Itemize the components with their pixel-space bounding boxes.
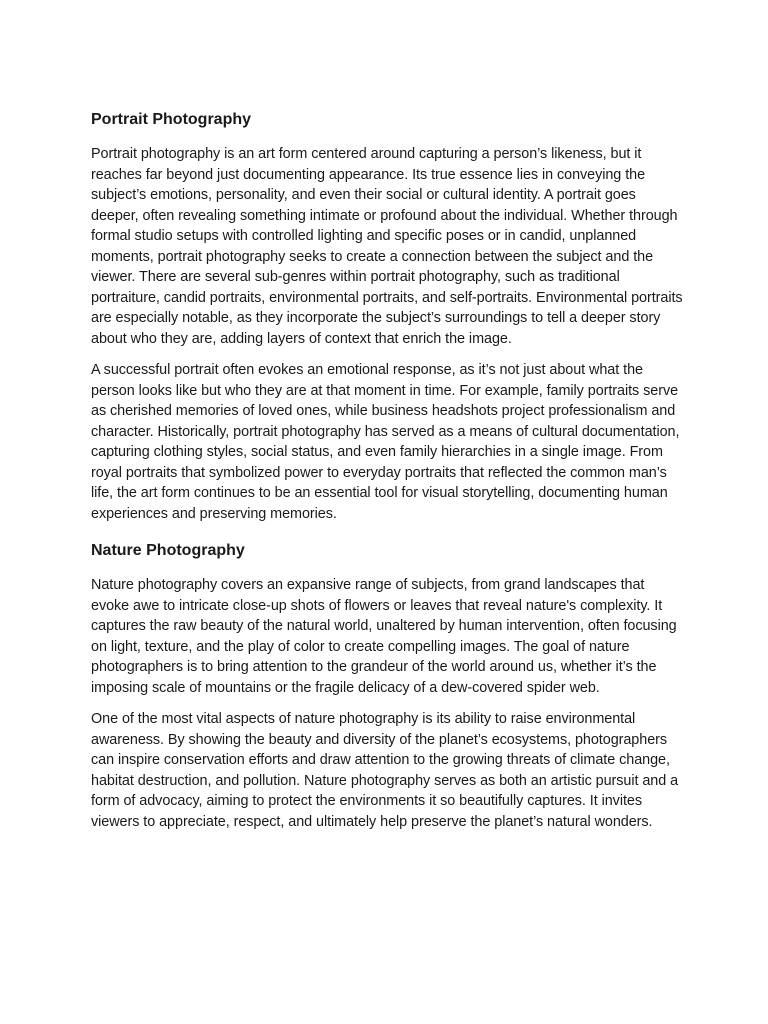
paragraph: Portrait photography is an art form centered around capturing a person’s likeness, but it reaches far beyond just documenting appearance. Its true essence lies in conveying the subject’s emotions, personality, and even their social or cultural identity. A portrait goes deeper, often revealing something intimate or profound about the individual. Whether through formal studio setups with controlled lighting and specific poses or in candid, unplanned moments, portrait photography seeks to create a connection between the subject and the viewer. There are several sub-genres within portrait photography, such as traditional portraiture, candid portraits, environmental portraits, and self-portraits. Environmental portraits are especially notable, as they incorporate the subject’s surroundings to tell a deeper story about who they are, adding layers of context that enrich the image. bbox=[91, 146, 683, 347]
paragraph: Nature photography covers an expansive range of subjects, from grand landscapes that evoke awe to intricate close-up shots of flowers or leaves that reveal nature's complexity. It captures the raw beauty of the natural world, unaltered by human intervention, often focusing on light, texture, and the play of color to create compelling images. The goal of nature photographers is to bring attention to the grandeur of the world around us, whether it’s the imposing scale of mountains or the fragile delicacy of a dew-covered spider web. bbox=[91, 577, 677, 696]
section-heading: Portrait Photography bbox=[91, 111, 252, 128]
paragraph: A successful portrait often evokes an emotional response, as it’s not just about what the person looks like but who they are at that moment in time. For example, family portraits serve as cherished memories of loved ones, while business headshots project professionalism and character. Historically, portrait photography has served as a means of cultural documentation, capturing clothing styles, social status, and even family hierarchies in a single image. From royal portraits that symbolized power to everyday portraits that reflected the common man’s life, the art form continues to be an essential tool for visual storytelling, documenting human experiences and preserving memories. bbox=[91, 362, 680, 522]
document-page bbox=[91, 109, 683, 843]
paragraph: One of the most vital aspects of nature photography is its ability to raise environmental awareness. By showing the beauty and diversity of the planet’s ecosystems, photographers can inspire conservation efforts and draw attention to the growing threats of climate change, habitat destruction, and pollution. Nature photography serves as both an artistic pursuit and a form of advocacy, aiming to protect the environments it so beautifully captures. It invites viewers to appreciate, respect, and ultimately help preserve the planet’s natural wonders. bbox=[91, 711, 679, 830]
section-portrait-photography bbox=[91, 109, 683, 524]
section-heading: Nature Photography bbox=[91, 542, 245, 559]
section-nature-photography bbox=[91, 540, 683, 832]
